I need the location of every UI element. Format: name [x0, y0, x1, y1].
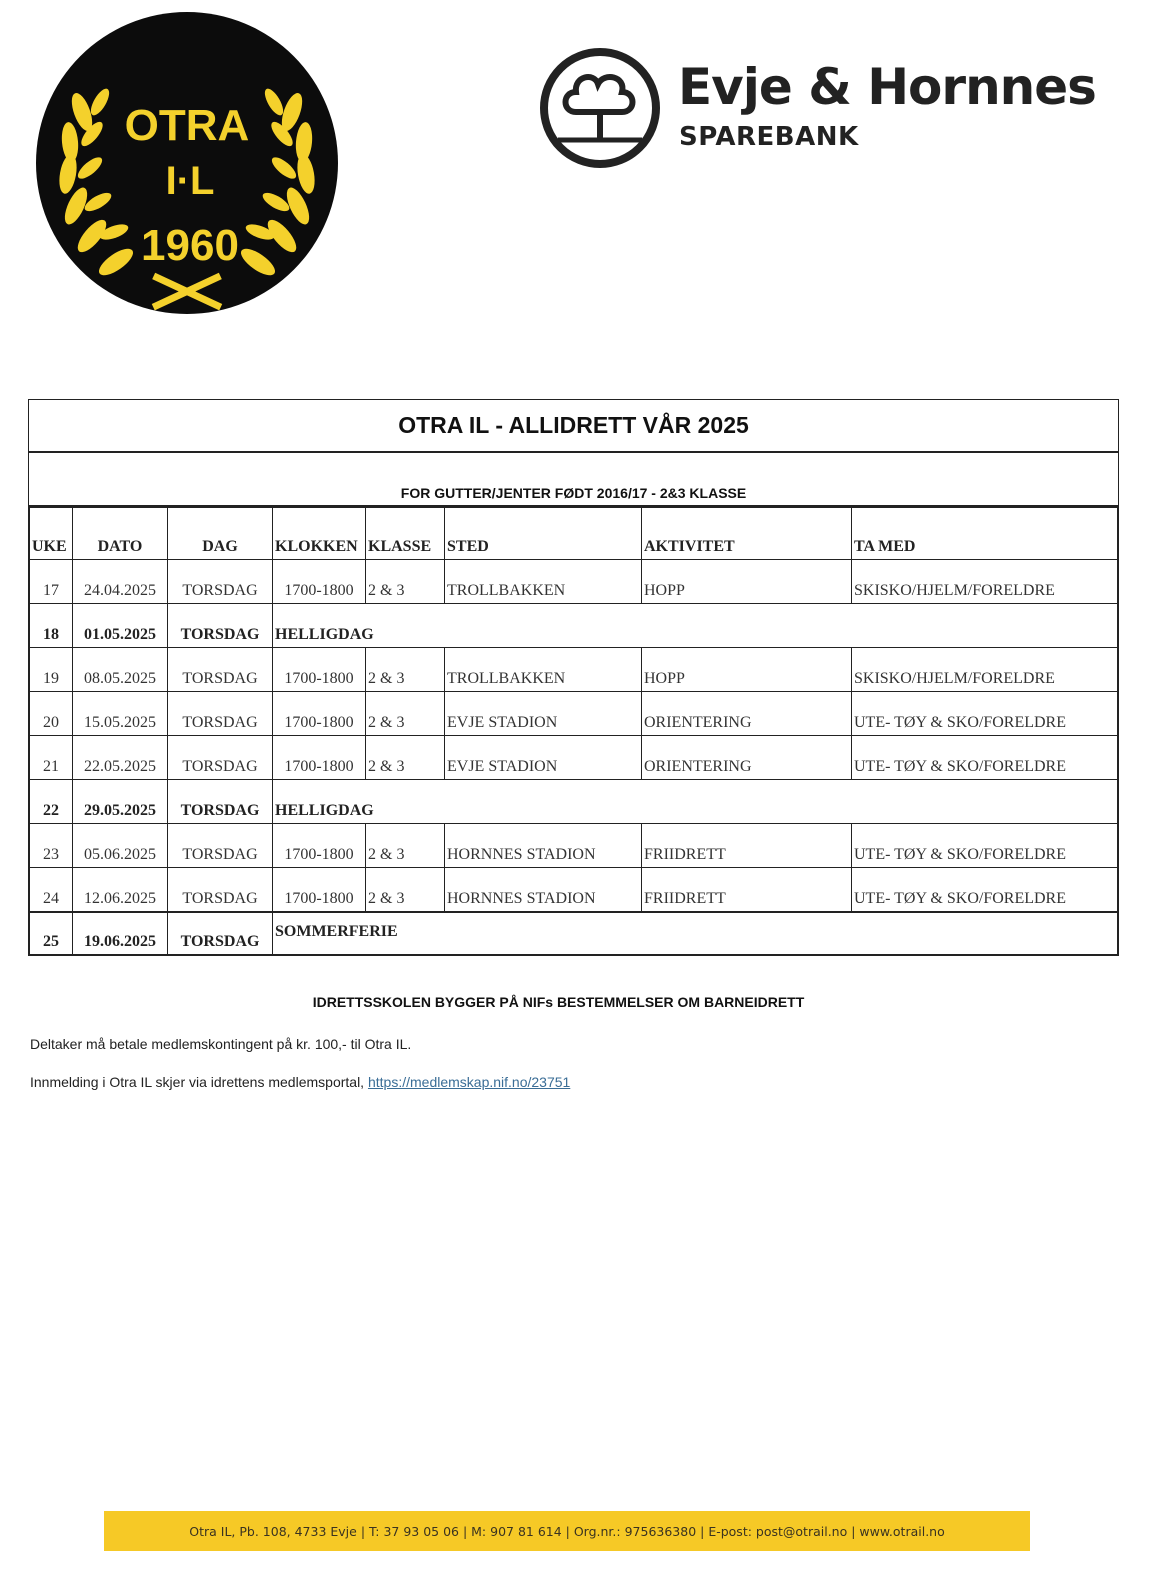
cell-klokken: 1700-1800	[273, 648, 366, 692]
header-klasse: KLASSE	[366, 508, 445, 560]
footer-contact: Otra IL, Pb. 108, 4733 Evje | T: 37 93 05 06 | M: 907 81 614 | Org.nr.: 975636380 | E-post: post@otrail.no | www.otrail.no	[189, 1523, 945, 1539]
cell-ta-med: SKISKO/HJELM/FORELDRE	[852, 560, 1118, 604]
table-row	[30, 604, 1118, 648]
schedule-title: OTRA IL - ALLIDRETT VÅR 2025	[398, 412, 749, 438]
schedule-title-box	[29, 400, 1118, 453]
cell-dag: TORSDAG	[168, 692, 273, 736]
cell-klasse: 2 & 3	[366, 648, 445, 692]
cell-aktivitet: FRIIDRETT	[642, 868, 852, 912]
cell-note: HELLIGDAG	[273, 780, 1118, 824]
header-uke: UKE	[30, 508, 73, 560]
cell-dag: TORSDAG	[168, 648, 273, 692]
cell-dato: 22.05.2025	[73, 736, 168, 780]
bank-logo	[538, 46, 1096, 170]
table-row	[30, 736, 1118, 780]
schedule-table	[28, 399, 1119, 956]
cell-aktivitet: HOPP	[642, 648, 852, 692]
cell-sted: TROLLBAKKEN	[445, 560, 642, 604]
cell-klasse: 2 & 3	[366, 692, 445, 736]
cell-sted: HORNNES STADION	[445, 868, 642, 912]
header-aktivitet: AKTIVITET	[642, 508, 852, 560]
header-sted: STED	[445, 508, 642, 560]
schedule-subtitle-box	[29, 453, 1118, 507]
bank-subtitle: SPAREBANK	[679, 122, 859, 152]
cell-klasse: 2 & 3	[366, 868, 445, 912]
table-row	[30, 868, 1118, 912]
table-row	[30, 824, 1118, 868]
cell-note: SOMMERFERIE	[273, 912, 1118, 955]
cell-uke: 18	[30, 604, 73, 648]
cell-uke: 20	[30, 692, 73, 736]
cell-klokken: 1700-1800	[273, 824, 366, 868]
cell-dato: 15.05.2025	[73, 692, 168, 736]
cell-dag: TORSDAG	[168, 912, 273, 955]
cell-note: HELLIGDAG	[273, 604, 1118, 648]
cell-uke: 24	[30, 868, 73, 912]
table-row	[30, 780, 1118, 824]
fee-paragraph: Deltaker må betale medlemskontingent på kr. 100,- til Otra IL.	[30, 1036, 412, 1052]
cell-klasse: 2 & 3	[366, 560, 445, 604]
cell-uke: 25	[30, 912, 73, 955]
otra-il-logo	[30, 12, 344, 318]
cell-dag: TORSDAG	[168, 780, 273, 824]
header-dato: DATO	[73, 508, 168, 560]
bank-name: Evje & Hornnes	[678, 58, 1096, 116]
cell-dato: 29.05.2025	[73, 780, 168, 824]
cell-ta-med: UTE- TØY & SKO/FORELDRE	[852, 736, 1118, 780]
cell-dato: 19.06.2025	[73, 912, 168, 955]
cell-aktivitet: FRIIDRETT	[642, 824, 852, 868]
cell-uke: 19	[30, 648, 73, 692]
cell-dag: TORSDAG	[168, 604, 273, 648]
signup-paragraph	[30, 1074, 570, 1090]
header-row	[30, 508, 1118, 560]
tree-in-circle-icon	[538, 46, 662, 170]
cell-sted: EVJE STADION	[445, 736, 642, 780]
table-row	[30, 912, 1118, 955]
cell-uke: 21	[30, 736, 73, 780]
cell-uke: 22	[30, 780, 73, 824]
header-klokken: KLOKKEN	[273, 508, 366, 560]
svg-text:I·L: I·L	[165, 159, 215, 203]
footer-bar	[104, 1511, 1030, 1551]
cell-sted: EVJE STADION	[445, 692, 642, 736]
cell-ta-med: UTE- TØY & SKO/FORELDRE	[852, 868, 1118, 912]
cell-ta-med: UTE- TØY & SKO/FORELDRE	[852, 692, 1118, 736]
svg-text:1960: 1960	[141, 221, 239, 270]
cell-dag: TORSDAG	[168, 560, 273, 604]
signup-link[interactable]: https://medlemskap.nif.no/23751	[367, 1074, 571, 1090]
cell-sted: TROLLBAKKEN	[445, 648, 642, 692]
cell-dato: 01.05.2025	[73, 604, 168, 648]
schedule-grid	[29, 507, 1119, 955]
cell-klokken: 1700-1800	[273, 736, 366, 780]
cell-sted: HORNNES STADION	[445, 824, 642, 868]
laurel-wreath-icon	[30, 12, 344, 318]
cell-aktivitet: ORIENTERING	[642, 736, 852, 780]
cell-ta-med: SKISKO/HJELM/FORELDRE	[852, 648, 1118, 692]
cell-dato: 24.04.2025	[73, 560, 168, 604]
cell-klokken: 1700-1800	[273, 560, 366, 604]
notes-heading: IDRETTSSKOLEN BYGGER PÅ NIFs BESTEMMELSER OM BARNEIDRETT	[312, 994, 805, 1010]
cell-uke: 17	[30, 560, 73, 604]
table-row	[30, 692, 1118, 736]
table-row	[30, 648, 1118, 692]
cell-klasse: 2 & 3	[366, 824, 445, 868]
cell-klokken: 1700-1800	[273, 692, 366, 736]
cell-dag: TORSDAG	[168, 736, 273, 780]
cell-dato: 12.06.2025	[73, 868, 168, 912]
cell-aktivitet: ORIENTERING	[642, 692, 852, 736]
cell-uke: 23	[30, 824, 73, 868]
cell-klasse: 2 & 3	[366, 736, 445, 780]
cell-klokken: 1700-1800	[273, 868, 366, 912]
table-row	[30, 560, 1118, 604]
schedule-subtitle: FOR GUTTER/JENTER FØDT 2016/17 - 2&3 KLASSE	[400, 485, 747, 501]
signup-text: Innmelding i Otra IL skjer via idrettens medlemsportal,	[30, 1074, 365, 1090]
cell-dato: 08.05.2025	[73, 648, 168, 692]
cell-dato: 05.06.2025	[73, 824, 168, 868]
header-dag: DAG	[168, 508, 273, 560]
cell-dag: TORSDAG	[168, 824, 273, 868]
svg-text:OTRA: OTRA	[124, 101, 250, 150]
header-ta-med: TA MED	[852, 508, 1118, 560]
cell-dag: TORSDAG	[168, 868, 273, 912]
cell-ta-med: UTE- TØY & SKO/FORELDRE	[852, 824, 1118, 868]
cell-aktivitet: HOPP	[642, 560, 852, 604]
